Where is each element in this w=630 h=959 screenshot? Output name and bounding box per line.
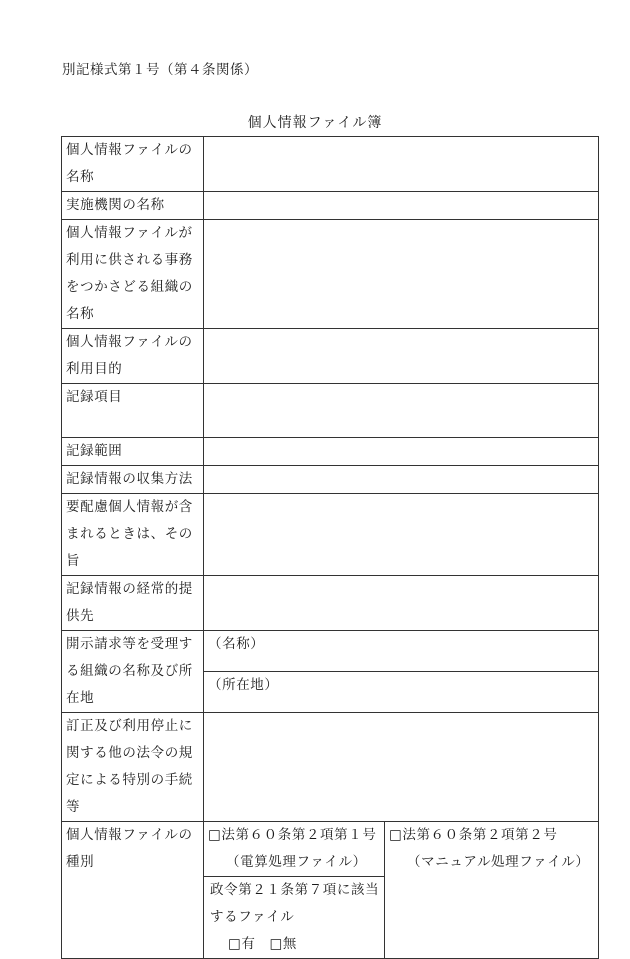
value-disclosure-name[interactable]: （名称）	[204, 631, 599, 672]
row-file-name	[62, 137, 599, 192]
label-org-name: 個人情報ファイルが利用に供される事務をつかさどる組織の名称	[62, 220, 204, 329]
label-purpose: 個人情報ファイルの利用目的	[62, 329, 204, 384]
label-items: 記録項目	[62, 384, 204, 438]
label-special: 訂正及び利用停止に関する他の法令の規定による特別の手続等	[62, 713, 204, 822]
value-collection[interactable]	[204, 466, 599, 494]
row-scope	[62, 438, 599, 466]
form-number: 別記様式第１号（第４条関係）	[62, 62, 258, 78]
kind-option-electronic-line2: （電算処理ファイル）	[226, 854, 367, 870]
value-scope[interactable]	[204, 438, 599, 466]
file-register-table	[61, 136, 599, 959]
value-file-name[interactable]	[204, 137, 599, 192]
label-file-name: 個人情報ファイルの名称	[62, 137, 204, 192]
kind-yes-no[interactable]: □有 □無	[228, 936, 298, 952]
kind-option-electronic[interactable]	[204, 822, 385, 877]
row-collection	[62, 466, 599, 494]
row-sensitive	[62, 494, 599, 576]
label-sensitive: 要配慮個人情報が含まれるときは、その旨	[62, 494, 204, 576]
label-agency-name: 実施機関の名称	[62, 192, 204, 220]
kind-option-manual-line2: （マニュアル処理ファイル）	[407, 854, 590, 870]
kind-ordinance-line1: 政令第２１条第７項に該当	[210, 882, 380, 898]
value-purpose[interactable]	[204, 329, 599, 384]
value-disclosure-location[interactable]: （所在地）	[204, 672, 599, 713]
kind-option-manual-line1: □法第６０条第２項第２号	[389, 827, 558, 843]
label-provision: 記録情報の経常的提供先	[62, 576, 204, 631]
row-org-name	[62, 220, 599, 329]
row-special	[62, 713, 599, 822]
row-purpose	[62, 329, 599, 384]
row-disclosure-name	[62, 631, 599, 672]
label-disclosure: 開示請求等を受理する組織の名称及び所在地	[62, 631, 204, 713]
label-scope: 記録範囲	[62, 438, 204, 466]
value-provision[interactable]	[204, 576, 599, 631]
value-sensitive[interactable]	[204, 494, 599, 576]
row-provision	[62, 576, 599, 631]
kind-ordinance-line2: するファイル	[210, 909, 295, 925]
row-agency-name	[62, 192, 599, 220]
value-org-name[interactable]	[204, 220, 599, 329]
row-kind-top	[62, 822, 599, 877]
value-agency-name[interactable]	[204, 192, 599, 220]
value-items[interactable]	[204, 384, 599, 438]
value-special[interactable]	[204, 713, 599, 822]
label-collection: 記録情報の収集方法	[62, 466, 204, 494]
document-title: 個人情報ファイル簿	[247, 115, 383, 131]
label-kind: 個人情報ファイルの種別	[62, 822, 204, 959]
row-items	[62, 384, 599, 438]
kind-ordinance[interactable]	[204, 877, 385, 959]
kind-option-manual[interactable]	[385, 822, 599, 959]
kind-option-electronic-line1: □法第６０条第２項第１号	[208, 827, 377, 843]
